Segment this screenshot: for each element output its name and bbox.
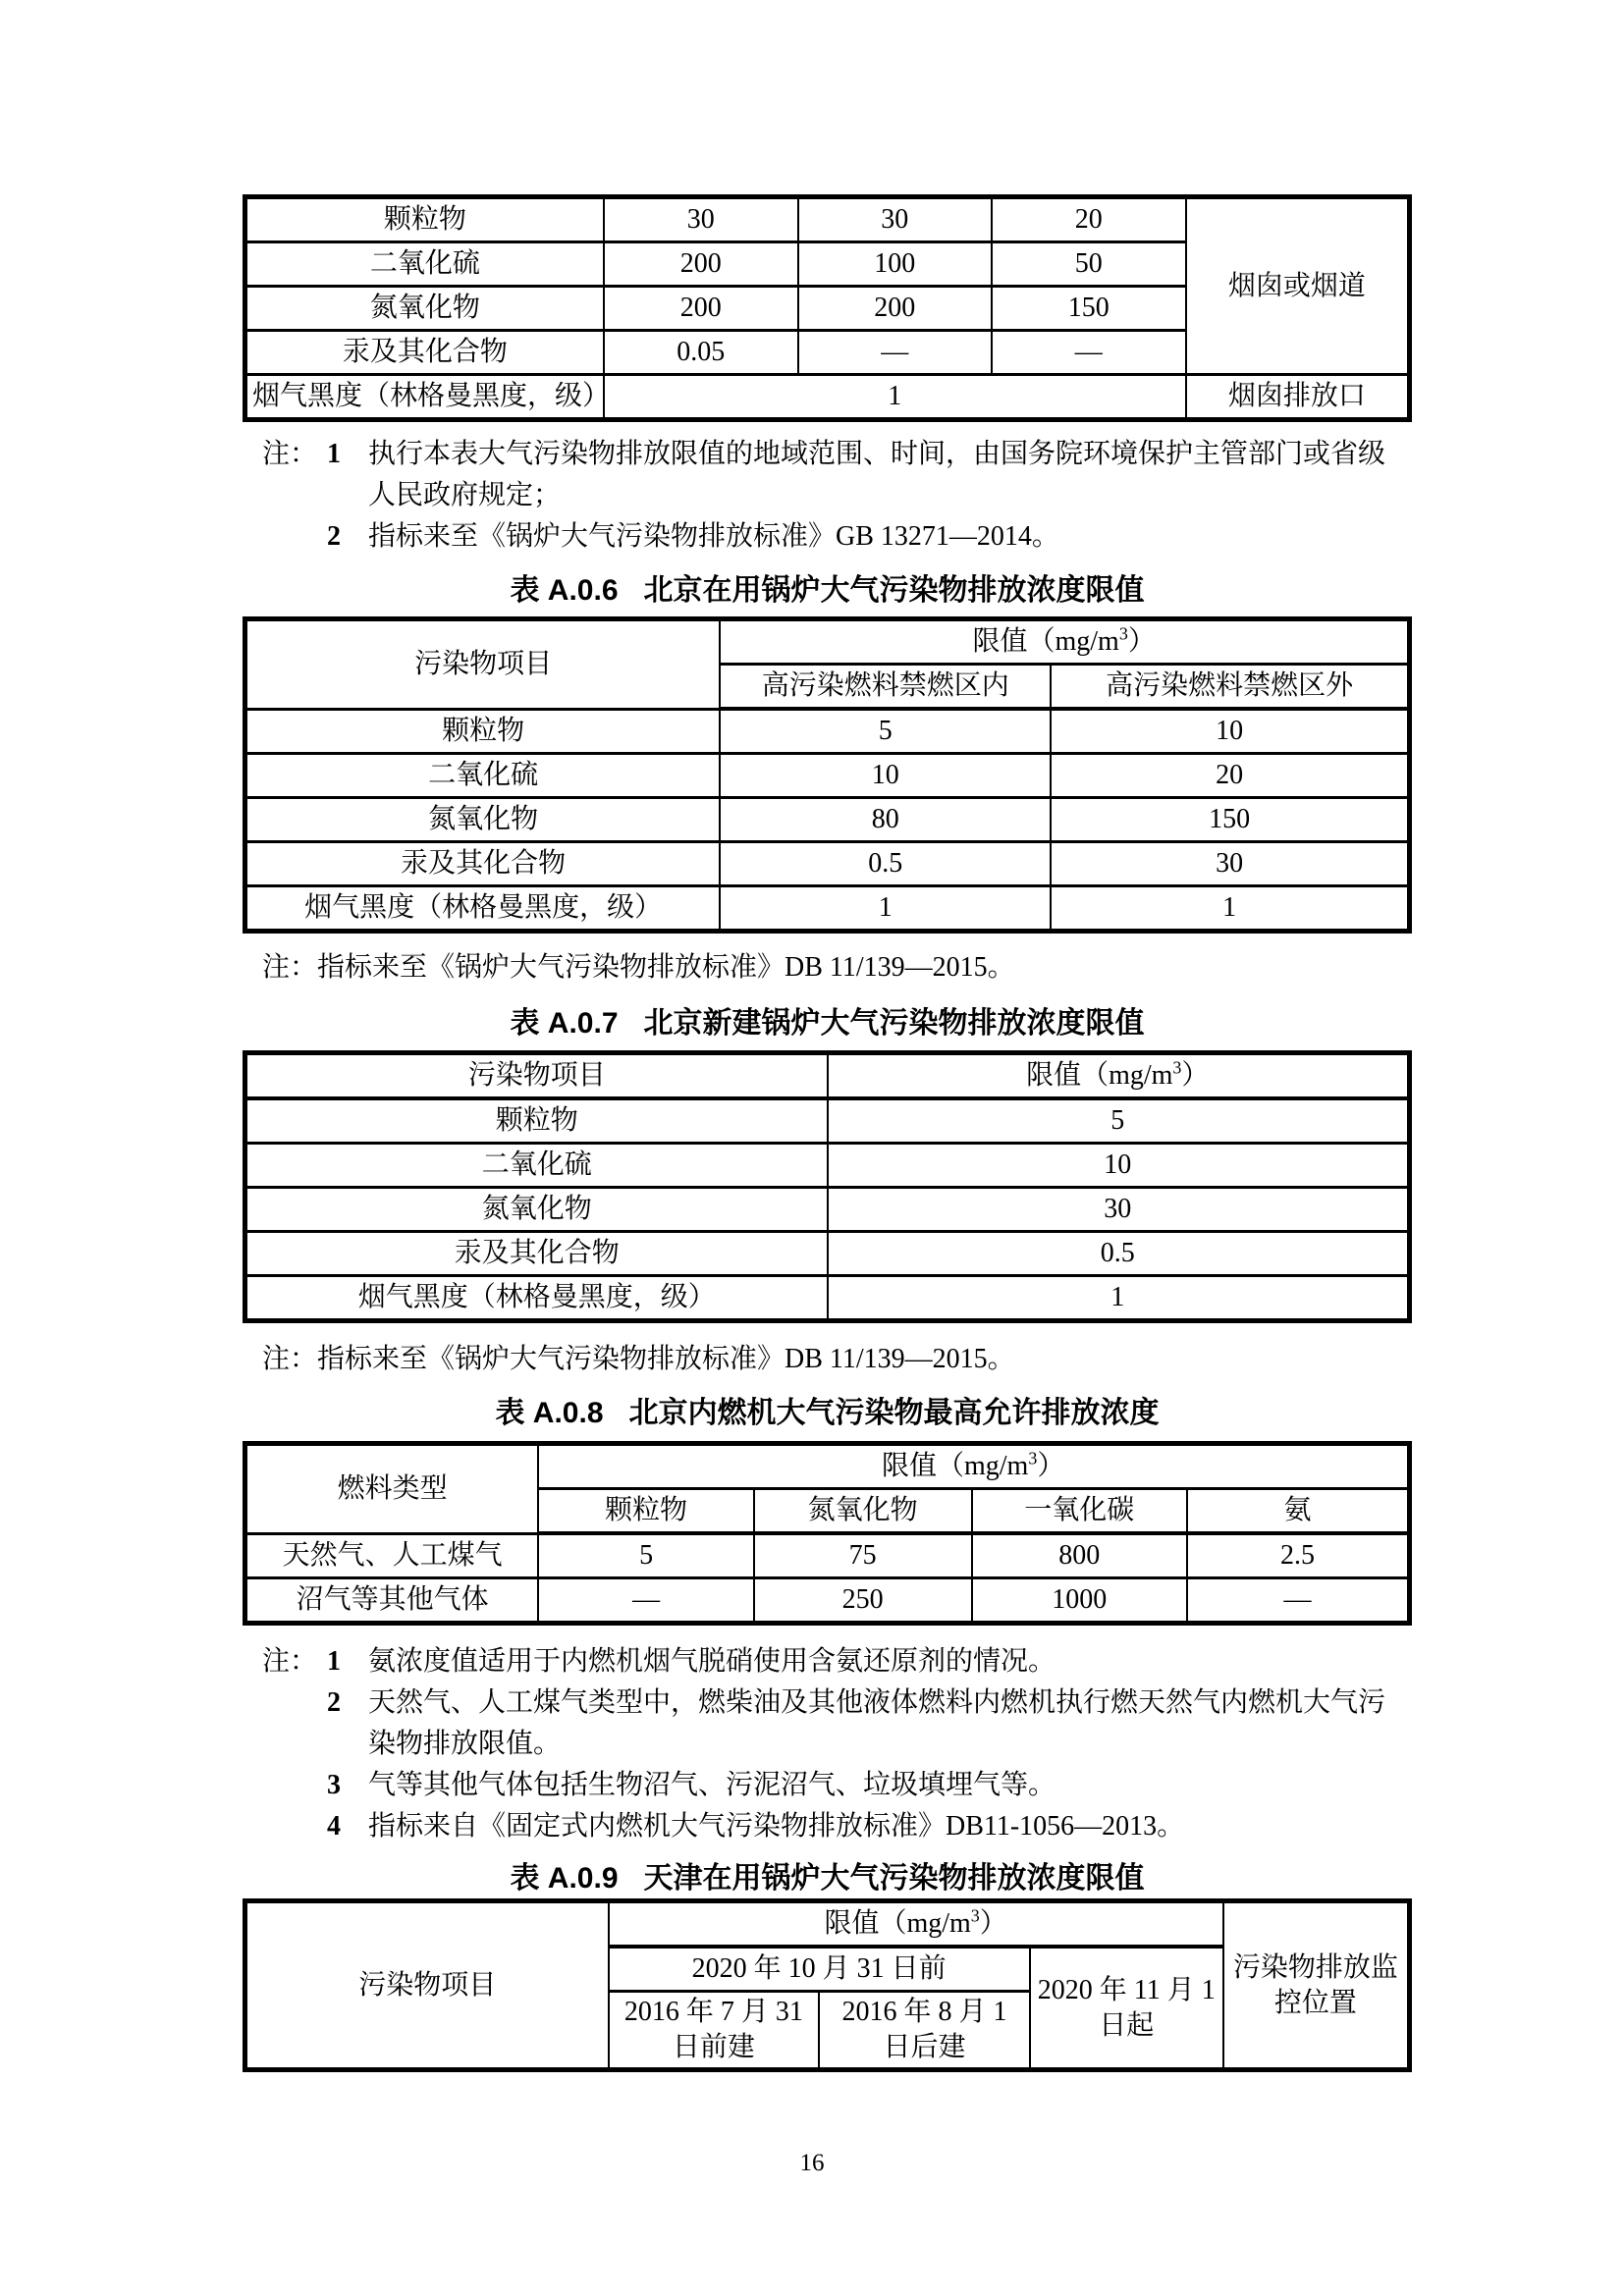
note-number: 3: [327, 1770, 341, 1800]
value-cell: 1: [1051, 886, 1409, 932]
header-cell: 2016 年 8 月 1 日后建: [819, 1992, 1030, 2070]
table-caption: 北京新建锅炉大气污染物排放浓度限值: [643, 1007, 1145, 1040]
notes-block: [243, 1641, 1412, 1847]
note-text: 执行本表大气污染物排放限值的地域范围、时间，由国务院环境保护主管部门或省级人民政府规定；: [368, 439, 1386, 510]
table-row: [245, 709, 1410, 754]
outlet-cell: 烟囱排放口: [1186, 375, 1410, 420]
header-row: [245, 1444, 1410, 1489]
row-label-cell: 烟气黑度（林格曼黑度，级）: [245, 1276, 828, 1321]
table-row: [245, 842, 1410, 886]
table-row: [245, 1232, 1410, 1276]
table-row: [245, 1578, 1410, 1624]
note-number: 1: [327, 1646, 341, 1677]
value-cell: 5: [828, 1098, 1410, 1144]
table-a09: [243, 1898, 1412, 2072]
table-a08: [243, 1441, 1412, 1626]
table-a09-title: [243, 1859, 1412, 1898]
row-label-cell: 天然气、人工煤气: [245, 1533, 539, 1578]
header-cell: 高污染燃料禁燃区内: [720, 665, 1051, 710]
value-cell: 1: [604, 375, 1186, 420]
value-cell: —: [538, 1578, 753, 1624]
value-cell: —: [1187, 1578, 1410, 1624]
value-cell: 200: [798, 287, 992, 331]
value-cell: 30: [828, 1188, 1410, 1232]
value-cell: 0.05: [604, 331, 798, 375]
table-caption: 北京内燃机大气污染物最高允许排放浓度: [628, 1397, 1160, 1429]
note-item: [327, 1765, 1412, 1806]
value-cell: 0.5: [720, 842, 1051, 886]
row-label-cell: 汞及其化合物: [245, 842, 721, 886]
row-label-cell: 二氧化硫: [245, 754, 721, 798]
value-cell: —: [798, 331, 992, 375]
header-cell: 氨: [1187, 1489, 1410, 1534]
value-cell: 30: [798, 197, 992, 242]
table-number: 表 A.0.9: [510, 1862, 619, 1895]
table-a07-note: 注：指标来至《锅炉大气污染物排放标准》DB 11/139—2015。: [262, 1344, 1015, 1374]
value-cell: 1000: [972, 1578, 1187, 1624]
limit-header-cell: 限值$(mg/m^3)$: [720, 619, 1409, 665]
page-number: 16: [799, 2150, 825, 2176]
header-cell: 一氧化碳: [972, 1489, 1187, 1534]
row-label-cell: 氮氧化物: [245, 1188, 828, 1232]
row-label-cell: 烟气黑度（林格曼黑度，级）: [245, 886, 721, 932]
header-row: [245, 1053, 1410, 1099]
table-number: 表 A.0.7: [510, 1007, 619, 1040]
note-text: 指标来自《固定式内燃机大气污染物排放标准》DB11-1056—2013。: [368, 1811, 1185, 1842]
row-label-cell: 氮氧化物: [245, 798, 721, 842]
value-cell: 0.5: [828, 1232, 1410, 1276]
header-cell: 污染物项目: [245, 1901, 609, 2070]
value-cell: 5: [720, 709, 1051, 754]
page-content: [243, 0, 1412, 2072]
header-row: [245, 1901, 1410, 1948]
value-cell: 100: [798, 242, 992, 287]
table-row: [245, 1098, 1410, 1144]
note-text: 氨浓度值适用于内燃机烟气脱硝使用含氨还原剂的情况。: [368, 1646, 1056, 1677]
row-label-cell: 二氧化硫: [245, 242, 604, 287]
note-text: 指标来至《锅炉大气污染物排放标准》GB 13271—2014。: [368, 521, 1059, 552]
table-a06-note: 注：指标来至《锅炉大气污染物排放标准》DB 11/139—2015。: [262, 952, 1015, 983]
note-number: 2: [327, 521, 341, 552]
note-item: [327, 1806, 1412, 1847]
header-cell: 2020 年 11 月 1 日起: [1030, 1947, 1223, 2070]
note-item: [327, 516, 1412, 558]
value-cell: 30: [1051, 842, 1409, 886]
row-label-cell: 氮氧化物: [245, 287, 604, 331]
header-cell: 氮氧化物: [754, 1489, 972, 1534]
note-item: [327, 434, 1412, 516]
table-row: [245, 1188, 1410, 1232]
table-row: [245, 1144, 1410, 1188]
table-boiler-limits-continued: [243, 194, 1412, 422]
limit-header-cell: 限值$(mg/m^3)$: [609, 1901, 1223, 1948]
outlet-cell: 烟囱或烟道: [1186, 197, 1410, 375]
note-items: [327, 434, 1412, 558]
header-cell: 2016 年 7 月 31 日前建: [609, 1992, 820, 2070]
table-row: [245, 886, 1410, 932]
row-label-cell: 二氧化硫: [245, 1144, 828, 1188]
table-row: [245, 1533, 1410, 1578]
note-number: 1: [327, 439, 341, 469]
value-cell: 800: [972, 1533, 1187, 1578]
row-label-cell: 沼气等其他气体: [245, 1578, 539, 1624]
note-item: [327, 1682, 1412, 1765]
note-label: 注：: [262, 439, 318, 469]
header-cell: 2020 年 10 月 31 日前: [609, 1947, 1030, 1992]
value-cell: 75: [754, 1533, 972, 1578]
table-a06-title: [243, 571, 1412, 611]
note-text: 气等其他气体包括生物沼气、污泥沼气、垃圾填埋气等。: [368, 1770, 1056, 1800]
limit-header-cell: 限值$(mg/m^3)$: [828, 1053, 1410, 1099]
note-items: [327, 1641, 1412, 1847]
value-cell: 10: [828, 1144, 1410, 1188]
value-cell: 150: [1051, 798, 1409, 842]
note-number: 2: [327, 1687, 341, 1718]
notes-block: [243, 434, 1412, 558]
value-cell: 50: [992, 242, 1186, 287]
value-cell: 80: [720, 798, 1051, 842]
value-cell: 5: [538, 1533, 753, 1578]
table-a07: [243, 1050, 1412, 1323]
table-number: 表 A.0.6: [510, 574, 619, 607]
value-cell: 20: [992, 197, 1186, 242]
value-cell: 200: [604, 287, 798, 331]
table-a08-title: [243, 1394, 1412, 1433]
row-label-cell: 颗粒物: [245, 709, 721, 754]
header-cell: 燃料类型: [245, 1444, 539, 1534]
table-row: [245, 798, 1410, 842]
table-caption: 天津在用锅炉大气污染物排放浓度限值: [643, 1862, 1145, 1895]
note-number: 4: [327, 1811, 341, 1842]
table-a07-title: [243, 1004, 1412, 1043]
header-cell: 污染物项目: [245, 1053, 828, 1099]
header-cell: 颗粒物: [538, 1489, 753, 1534]
table-a06: [243, 616, 1412, 934]
value-cell: 10: [1051, 709, 1409, 754]
table-row: [245, 197, 1410, 242]
value-cell: 20: [1051, 754, 1409, 798]
header-cell: 高污染燃料禁燃区外: [1051, 665, 1409, 710]
table-caption: 北京在用锅炉大气污染物排放浓度限值: [643, 574, 1145, 607]
table-row: [245, 375, 1410, 420]
value-cell: —: [992, 331, 1186, 375]
value-cell: 1: [828, 1276, 1410, 1321]
value-cell: 10: [720, 754, 1051, 798]
value-cell: 200: [604, 242, 798, 287]
header-cell: 污染物排放监控位置: [1223, 1901, 1410, 2070]
value-cell: 250: [754, 1578, 972, 1624]
table-row: [245, 1276, 1410, 1321]
note-label: 注：: [262, 1646, 318, 1677]
limit-header-cell: 限值$(mg/m^3)$: [538, 1444, 1409, 1489]
value-cell: 2.5: [1187, 1533, 1410, 1578]
row-label-cell: 颗粒物: [245, 197, 604, 242]
table-row: [245, 754, 1410, 798]
value-cell: 150: [992, 287, 1186, 331]
header-row: [245, 619, 1410, 665]
header-cell: 污染物项目: [245, 619, 721, 710]
row-label-cell: 汞及其化合物: [245, 331, 604, 375]
table-number: 表 A.0.8: [495, 1397, 604, 1429]
row-label-cell: 汞及其化合物: [245, 1232, 828, 1276]
row-label-cell: 烟气黑度（林格曼黑度，级）: [245, 375, 604, 420]
note-text: 天然气、人工煤气类型中，燃柴油及其他液体燃料内燃机执行燃天然气内燃机大气污染物排放限值。: [368, 1687, 1386, 1759]
value-cell: 1: [720, 886, 1051, 932]
row-label-cell: 颗粒物: [245, 1098, 828, 1144]
note-item: [327, 1641, 1412, 1682]
value-cell: 30: [604, 197, 798, 242]
